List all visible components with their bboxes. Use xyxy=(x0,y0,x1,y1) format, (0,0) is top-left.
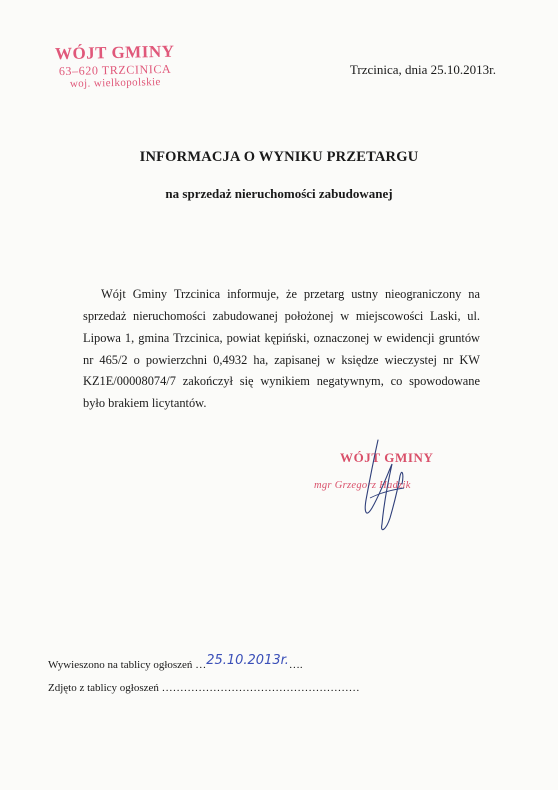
posted-date-handwritten: 25.10.2013r. xyxy=(206,653,289,668)
posted-dots-after: …. xyxy=(288,659,303,671)
document-date: Trzcinica, dnia 25.10.2013r. xyxy=(349,62,496,77)
document-subtitle: na sprzedaż nieruchomości zabudowanej xyxy=(165,186,393,201)
signature-stamp-title: WÓJT GMINY xyxy=(340,450,434,465)
official-stamp xyxy=(40,42,191,91)
body-paragraph: Wójt Gminy Trzcinica informuje, że przetarg ustny nieograniczony na sprzedaż nieruchomości zabudowanej położonej w miejscowości Laski, ul. Lipowa 1, gmina Trzcinica, powiat kępiński, oznaczonej w ewidencji gruntów nr 465/2 o powierzchni 0,4932 ha, zapisanej w księdze wieczystej nr KW KZ1E/00008074/7 zakończył się wynikiem negatywnym, co spowodowane było brakiem licytantów. xyxy=(83,287,480,410)
posted-label: Wywieszono na tablicy ogłoszeń xyxy=(48,659,193,671)
posted-on-board-line xyxy=(48,653,303,672)
removed-from-board-line xyxy=(48,682,360,694)
document-title: INFORMACJA O WYNIKU PRZETARGU xyxy=(139,149,419,165)
stamp-line-1: WÓJT GMINY xyxy=(54,41,175,64)
removed-label: Zdjęto z tablicy ogłoszeń xyxy=(48,682,159,694)
removed-dots: ……………………………………………… xyxy=(158,682,360,694)
signature-block xyxy=(300,438,490,548)
signature-stamp-name: mgr Grzegorz Hadzik xyxy=(314,480,411,491)
stamp-line-2: 63–620 TRZCINICA xyxy=(58,61,172,79)
posted-dots-before: … xyxy=(195,659,207,671)
stamp-line-3: woj. wielkopolskie xyxy=(69,76,161,91)
handwritten-signature-icon xyxy=(300,438,490,548)
